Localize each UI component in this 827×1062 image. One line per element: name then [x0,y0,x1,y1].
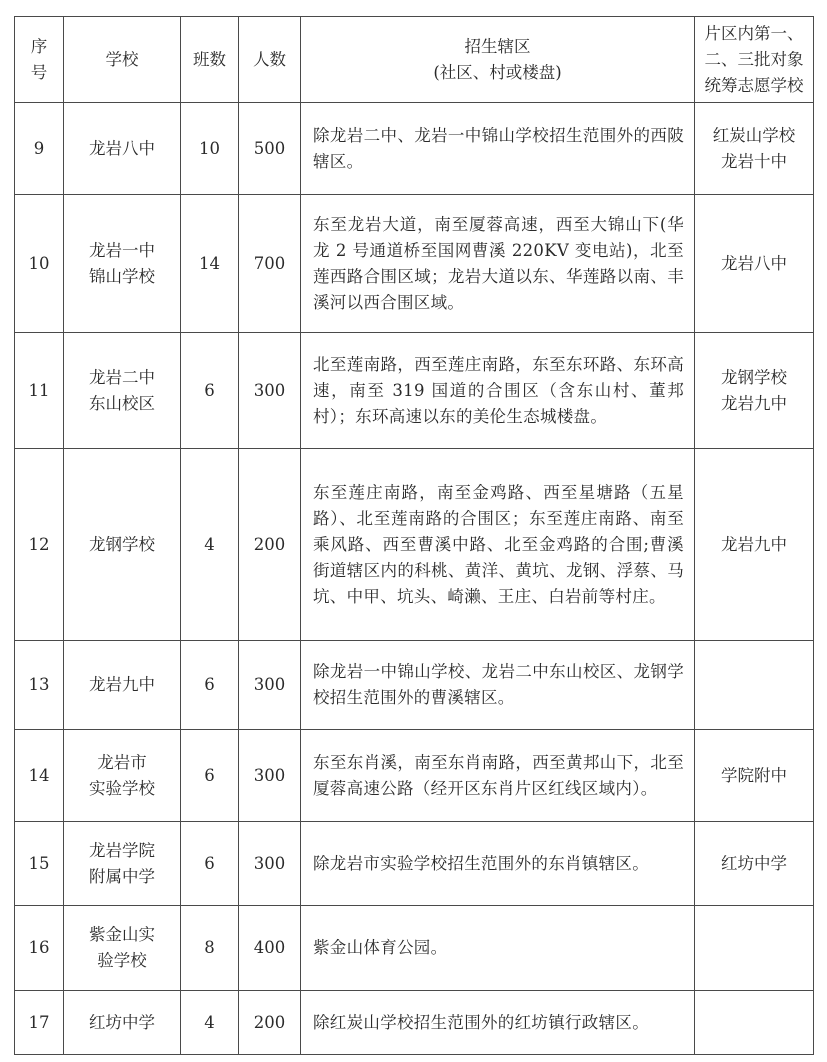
header-volunteer-line: 二、三批对象 [704,49,804,69]
cell-area: 除红炭山学校招生范围外的红坊镇行政辖区。 [301,991,695,1055]
cell-area: 东至龙岩大道，南至厦蓉高速，西至大锦山下(华龙 2 号通道桥至国网曹溪 220KV 变电站)，北至莲西路合围区域；龙岩大道以东、华莲路以南、丰溪河以西合围区域。 [301,195,695,333]
header-seq-line: 序 [30,36,48,56]
cell-volunteer [695,449,814,641]
volunteer-school-line: 龙钢学校 [721,367,787,387]
school-name-line: 附属中学 [89,866,155,886]
cell-seq: 9 [15,103,64,195]
cell-people: 700 [239,195,301,333]
cell-school [64,449,181,641]
table-row [15,641,814,730]
volunteer-school-line: 红坊中学 [721,853,787,873]
cell-volunteer [695,906,814,991]
cell-area: 紫金山体育公园。 [301,906,695,991]
school-name-line: 龙岩二中 [89,367,155,387]
header-area-line: (社区、村或楼盘) [433,62,562,82]
header-volunteer-line: 统筹志愿学校 [704,75,804,95]
header-classes: 班数 [181,17,239,103]
table-header [15,17,814,103]
cell-volunteer [695,730,814,822]
cell-volunteer [695,991,814,1055]
cell-people: 400 [239,906,301,991]
volunteer-school-line: 龙岩十中 [721,151,787,171]
table-body [15,103,814,1055]
enrollment-district-table [14,16,814,1055]
cell-people: 300 [239,822,301,906]
volunteer-school-line: 龙岩八中 [721,253,787,273]
header-volunteer [695,17,814,103]
school-name-line: 龙岩学院 [89,840,155,860]
table-row [15,991,814,1055]
cell-school [64,822,181,906]
header-row [15,17,814,103]
table-row [15,103,814,195]
cell-people: 200 [239,991,301,1055]
cell-seq: 14 [15,730,64,822]
volunteer-school-line: 龙岩九中 [721,534,787,554]
cell-school [64,906,181,991]
cell-seq: 13 [15,641,64,730]
cell-people: 300 [239,333,301,449]
cell-area: 东至莲庄南路，南至金鸡路、西至星塘路（五星路）、北至莲南路的合围区；东至莲庄南路、南至乘风路、西至曹溪中路、北至金鸡路的合围;曹溪街道辖区内的科桃、黄洋、黄坑、龙钢、浮蔡、马坑、中甲、坑头、崎濑、王庄、白岩前等村庄。 [301,449,695,641]
header-people: 人数 [239,17,301,103]
school-name-line: 龙岩市 [97,752,147,772]
cell-school [64,730,181,822]
school-name-line: 东山校区 [89,393,155,413]
cell-school [64,103,181,195]
cell-seq: 15 [15,822,64,906]
volunteer-school-line: 学院附中 [721,765,787,785]
cell-school [64,195,181,333]
header-volunteer-line: 片区内第一、 [704,23,804,43]
header-area [301,17,695,103]
cell-area: 东至东肖溪，南至东肖南路，西至黄邦山下，北至厦蓉高速公路（经开区东肖片区红线区域内）。 [301,730,695,822]
cell-area: 北至莲南路，西至莲庄南路，东至东环路、东环高速，南至 319 国道的合围区（含东山村、董邦村）；东环高速以东的美伦生态城楼盘。 [301,333,695,449]
cell-people: 300 [239,641,301,730]
school-name-line: 龙岩九中 [89,675,155,694]
cell-area: 除龙岩一中锦山学校、龙岩二中东山校区、龙钢学校招生范围外的曹溪辖区。 [301,641,695,730]
header-seq-line: 号 [30,62,48,82]
cell-classes: 10 [181,103,239,195]
cell-volunteer [695,641,814,730]
school-name-line: 红坊中学 [89,1012,155,1032]
cell-people: 200 [239,449,301,641]
table-row [15,730,814,822]
header-seq [15,17,64,103]
cell-volunteer [695,103,814,195]
enrollment-district-table-page [14,16,813,1054]
cell-school [64,333,181,449]
cell-classes: 8 [181,906,239,991]
cell-classes: 6 [181,641,239,730]
cell-area: 除龙岩二中、龙岩一中锦山学校招生范围外的西陂辖区。 [301,103,695,195]
cell-seq: 16 [15,906,64,991]
table-row [15,822,814,906]
cell-classes: 6 [181,822,239,906]
cell-classes: 4 [181,991,239,1055]
cell-seq: 10 [15,195,64,333]
cell-people: 500 [239,103,301,195]
school-name-line: 锦山学校 [89,266,155,286]
cell-volunteer [695,822,814,906]
volunteer-school-line: 龙岩九中 [721,393,787,413]
cell-school [64,641,181,730]
table-row [15,906,814,991]
school-name-line: 紫金山实 [89,925,155,944]
cell-school [64,991,181,1055]
header-area-line: 招生辖区 [464,36,531,56]
cell-area: 除龙岩市实验学校招生范围外的东肖镇辖区。 [301,822,695,906]
cell-volunteer [695,195,814,333]
header-school: 学校 [64,17,181,103]
cell-classes: 4 [181,449,239,641]
school-name-line: 龙岩一中 [89,240,155,260]
cell-volunteer [695,333,814,449]
cell-classes: 14 [181,195,239,333]
cell-seq: 11 [15,333,64,449]
cell-seq: 12 [15,449,64,641]
table-row [15,195,814,333]
cell-people: 300 [239,730,301,822]
volunteer-school-line: 红炭山学校 [712,125,796,145]
school-name-line: 龙岩八中 [89,138,155,158]
cell-classes: 6 [181,730,239,822]
school-name-line: 龙钢学校 [89,534,155,554]
cell-seq: 17 [15,991,64,1055]
cell-classes: 6 [181,333,239,449]
school-name-line: 实验学校 [89,778,155,798]
school-name-line: 验学校 [97,951,147,970]
table-row [15,449,814,641]
table-row [15,333,814,449]
